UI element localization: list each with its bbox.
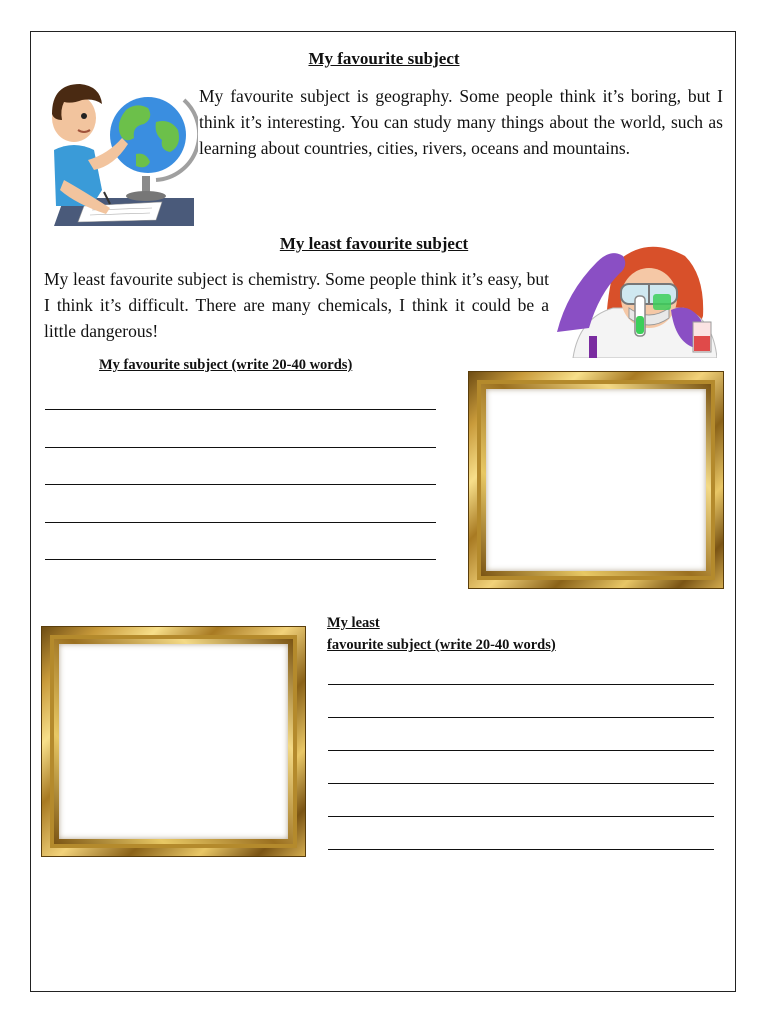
- least-favourite-writing-line-2[interactable]: [328, 717, 714, 718]
- favourite-frame-moulding: [477, 380, 715, 580]
- least-favourite-writing-line-3[interactable]: [328, 750, 714, 751]
- favourite-frame-drawing-area[interactable]: [486, 389, 706, 571]
- favourite-writing-line-3[interactable]: [45, 484, 436, 485]
- least-favourite-subject-paragraph: My least favourite subject is chemistry. Some people think it’s easy, but I think it’s difficult. There are many chemicals, I think it could be a little dangerous!: [44, 269, 549, 341]
- least-favourite-picture-frame[interactable]: [41, 626, 306, 857]
- least-favourite-writing-line-6[interactable]: [328, 849, 714, 850]
- boy-with-globe-illustration: [44, 80, 198, 228]
- least-favourite-subject-writing-prompt: [327, 612, 627, 656]
- favourite-writing-line-2[interactable]: [45, 447, 436, 448]
- least-favourite-prompt-line-2: favourite subject (write 20-40 words): [327, 637, 556, 653]
- least-favourite-writing-line-5[interactable]: [328, 816, 714, 817]
- least-favourite-frame-drawing-area[interactable]: [59, 644, 288, 839]
- favourite-subject-writing-prompt: My favourite subject (write 20-40 words): [99, 357, 353, 373]
- chemist-girl-illustration: [553, 236, 717, 358]
- favourite-subject-heading: My favourite subject: [308, 49, 460, 68]
- least-favourite-subject-heading: My least favourite subject: [279, 234, 469, 253]
- favourite-picture-frame[interactable]: [468, 371, 724, 589]
- least-favourite-prompt-line-1: My least: [327, 615, 380, 631]
- least-favourite-writing-line-1[interactable]: [328, 684, 714, 685]
- favourite-writing-line-1[interactable]: [45, 409, 436, 410]
- least-favourite-writing-line-4[interactable]: [328, 783, 714, 784]
- favourite-writing-line-4[interactable]: [45, 522, 436, 523]
- favourite-subject-paragraph: My favourite subject is geography. Some people think it’s boring, but I think it’s interesting. You can study many things about the world, such as learning about countries, cities, rivers, oceans and mountains.: [199, 86, 723, 158]
- least-favourite-frame-moulding: [50, 635, 297, 848]
- favourite-writing-line-5[interactable]: [45, 559, 436, 560]
